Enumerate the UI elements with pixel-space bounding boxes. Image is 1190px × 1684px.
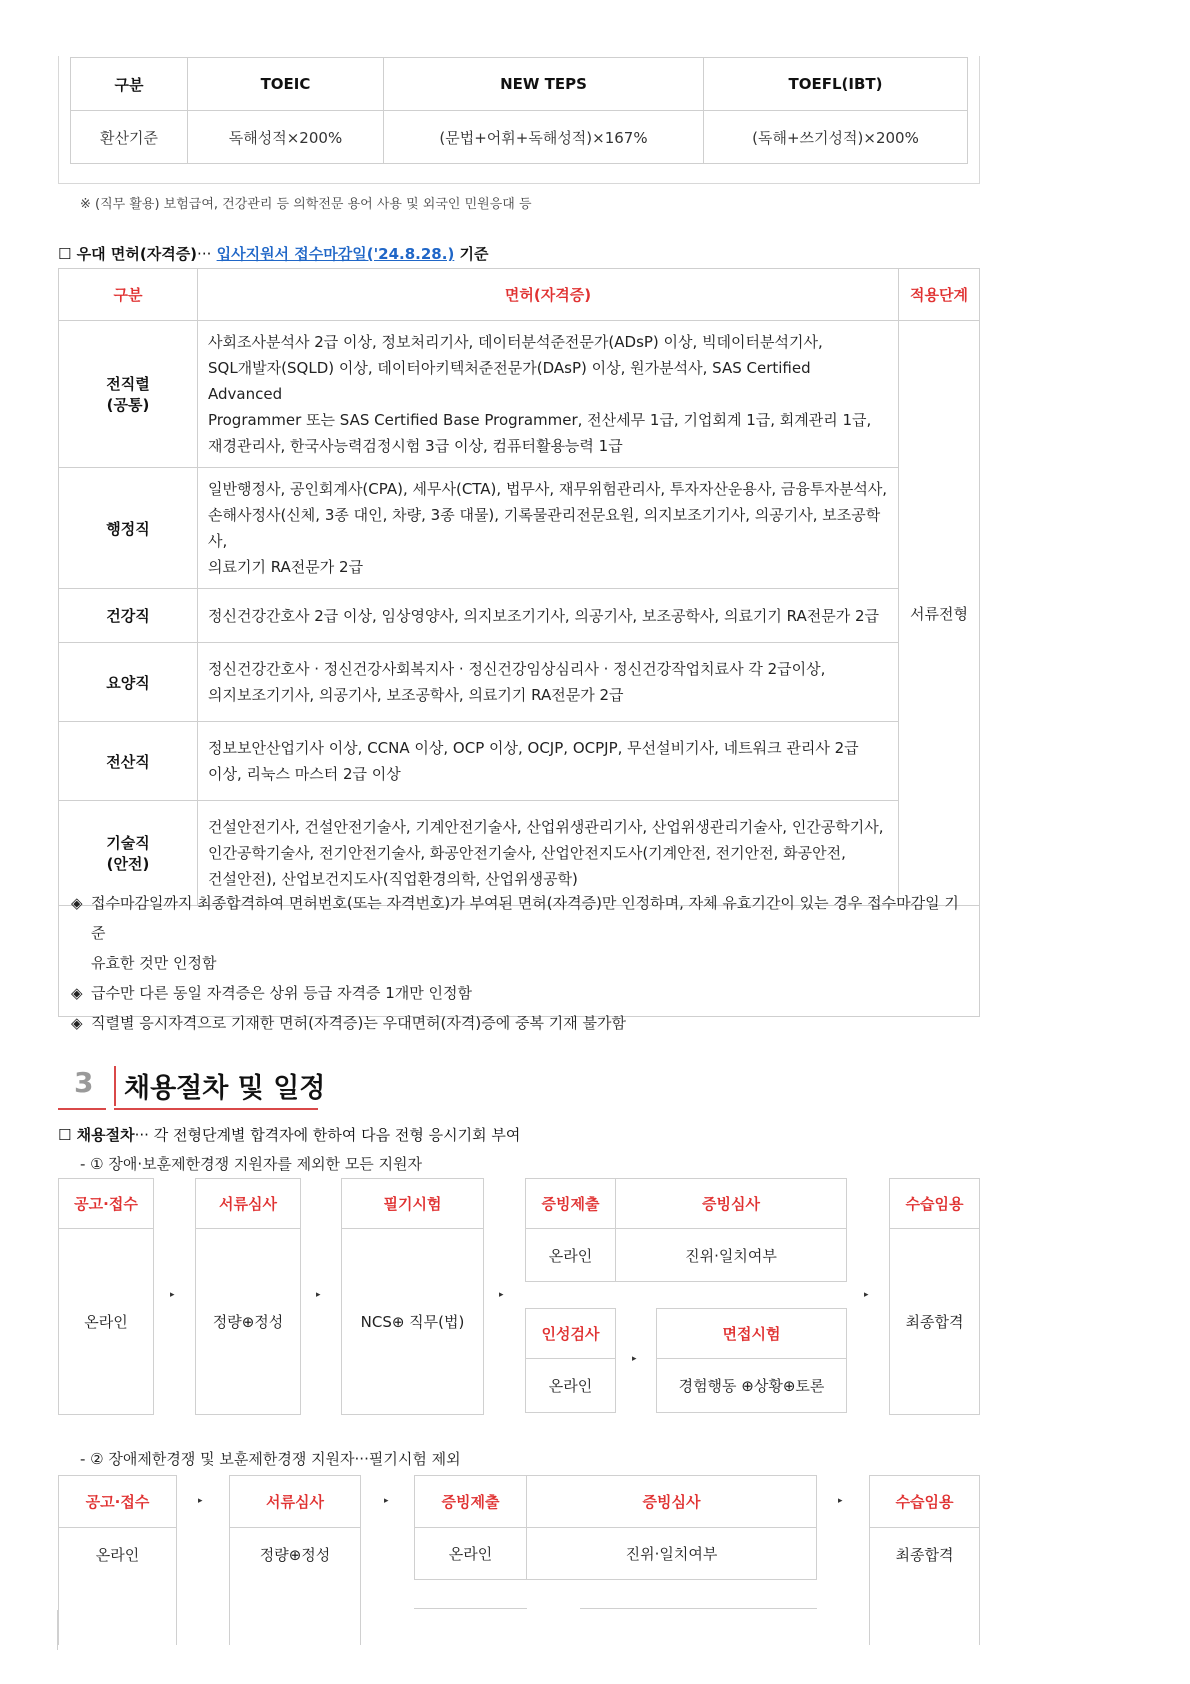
license-heading-dots: ··· [197, 245, 212, 263]
step-title: 증빙제출 [526, 1179, 615, 1229]
category-line: 행정직 [106, 519, 150, 538]
step-title: 증빙심사 [527, 1476, 816, 1528]
license-heading-suffix: 기준 [459, 245, 489, 263]
procedure-heading-text: ··· 각 전형단계별 합격자에 한하여 다음 전형 응시기회 부여 [134, 1126, 521, 1144]
flow-arrow-icon: ▸ [170, 1290, 175, 1300]
license-cell [198, 722, 899, 801]
license-line: 재경관리사, 한국사능력검정시험 3급 이상, 컴퓨터활용능력 1급 [208, 437, 623, 455]
step-detail: 진위·일치여부 [685, 1246, 777, 1265]
flow-arrow-icon: ▸ [384, 1496, 389, 1506]
table-cell: 독해성적×200% [188, 111, 384, 164]
license-line: 손해사정사(신체, 3종 대인, 차량, 3종 대물), 기록물관리전문요원, 의지보조기기사, 의공기사, 보조공학사, [208, 506, 881, 550]
flow-arrow-icon: ▸ [198, 1496, 203, 1506]
step-title: 공고·접수 [59, 1476, 176, 1528]
license-line: 이상, 리눅스 마스터 2급 이상 [208, 765, 401, 783]
score-conversion-table [70, 57, 968, 164]
table-row [71, 111, 968, 164]
step-title: 증빙제출 [415, 1476, 526, 1528]
flow2-hire-box [869, 1475, 980, 1645]
license-line: 건설안전), 산업보건지도사(직업환경의학, 산업위생공학) [208, 870, 578, 888]
procedure-heading-bold: ☐ 채용절차 [58, 1126, 135, 1144]
flow-arrow-icon: ▸ [499, 1290, 504, 1300]
category-line: 기술직 [106, 834, 150, 852]
deadline-link[interactable]: 입사지원서 접수마감일('24.8.28.) [216, 245, 455, 263]
section-title: 채용절차 및 일정 [124, 1073, 326, 1104]
license-line: 일반행정사, 공인회계사(CPA), 세무사(CTA), 법무사, 재무위험관리사, 투자자산운용사, 금융투자분석사, [208, 480, 888, 498]
step-title: 수습임용 [870, 1476, 979, 1528]
table-row [59, 643, 980, 722]
table-cell: (독해+쓰기성적)×200% [704, 111, 968, 164]
license-table [58, 268, 980, 906]
step-detail: 정량⊕정성 [212, 1313, 284, 1331]
step-detail: 경험행동 ⊕상황⊕토론 [678, 1377, 825, 1395]
step-detail: 최종합격 [905, 1313, 964, 1331]
step-title: 필기시험 [342, 1179, 483, 1229]
flow1-written-box [341, 1178, 484, 1415]
score-note: ※ (직무 활용) 보험급여, 건강관리 등 의학전문 용어 사용 및 외국인 민원응대 등 [80, 197, 532, 212]
table-row [59, 722, 980, 801]
section-underline [58, 1108, 106, 1110]
step-detail: 온라인 [95, 1545, 140, 1564]
table-header-cell: TOEIC [188, 58, 384, 111]
license-heading-prefix: ☐ 우대 면허(자격증) [58, 245, 198, 263]
table-cell: (문법+어휘+독해성적)×167% [384, 111, 704, 164]
step-detail: 최종합격 [895, 1545, 954, 1564]
diamond-bullet-icon: ◈ [71, 894, 83, 912]
table-row [59, 468, 980, 589]
page-left-rule [57, 1610, 58, 1650]
table-header-row [59, 269, 980, 321]
license-cell [198, 321, 899, 468]
table-cell: 환산기준 [71, 111, 188, 164]
table-header-row [71, 58, 968, 111]
flow-arrow-icon: ▸ [864, 1290, 869, 1300]
step-title: 수습임용 [890, 1179, 979, 1229]
category-line: 전산직 [106, 752, 150, 771]
table-row [59, 321, 980, 468]
step-detail: 진위·일치여부 [625, 1545, 718, 1563]
flow1-review-box [615, 1178, 847, 1282]
step-detail: 정량⊕정성 [259, 1545, 331, 1564]
note-line: 직렬별 응시자격으로 기재한 면허(자격증)는 우대면허(자격)증에 중복 기재 불가함 [91, 1014, 626, 1032]
category-cell [59, 321, 198, 468]
note-item [71, 1008, 967, 1038]
category-line: 건강직 [106, 607, 150, 625]
flow1-doc-box [195, 1178, 301, 1415]
flow1-hire-box [889, 1178, 980, 1415]
flow2-doc-box [229, 1475, 361, 1645]
flow1-subtitle: - ① 장애·보훈제한경쟁 지원자를 제외한 모든 지원자 [80, 1155, 423, 1173]
license-line: 인간공학기술사, 전기안전기술사, 화공안전기술사, 산업안전지도사(기계안전, 전기안전, 화공안전, [208, 844, 846, 862]
step-detail: 온라인 [448, 1545, 493, 1563]
license-line: 의지보조기기사, 의공기사, 보조공학사, 의료기기 RA전문가 2급 [208, 686, 624, 704]
note-line: 유효한 것만 인정함 [91, 954, 217, 972]
license-line: 정보보안산업기사 이상, CCNA 이상, OCP 이상, OCJP, OCPJP, 무선설비기사, 네트워크 관리사 2급 [208, 739, 859, 757]
table-header-cell: TOEFL(IBT) [704, 58, 968, 111]
flow1-personality-box [525, 1308, 616, 1413]
license-line: 의료기기 RA전문가 2급 [208, 558, 364, 576]
license-cell [198, 468, 899, 589]
flow1-submit-box [525, 1178, 616, 1282]
section-underline [114, 1108, 318, 1110]
diamond-bullet-icon: ◈ [71, 1014, 83, 1032]
license-line: 정신건강간호사 2급 이상, 임상영양사, 의지보조기기사, 의공기사, 보조공학사, 의료기기 RA전문가 2급 [208, 606, 880, 625]
step-detail: 온라인 [548, 1377, 593, 1395]
diamond-bullet-icon: ◈ [71, 984, 83, 1002]
step-title: 서류심사 [196, 1179, 300, 1229]
license-line: 사회조사분석사 2급 이상, 정보처리기사, 데이터분석준전문가(ADsP) 이상, 빅데이터분석기사, [208, 333, 823, 351]
section-title-divider [114, 1066, 116, 1106]
category-line: 전직렬 [106, 375, 150, 393]
step-detail: NCS⊕ 직무(법) [360, 1313, 465, 1331]
license-heading [58, 243, 489, 264]
category-cell [59, 468, 198, 589]
flow2-next-box-edge [580, 1608, 817, 1609]
flow2-submit-box [414, 1475, 527, 1580]
license-line: 건설안전기사, 건설안전기술사, 기계안전기술사, 산업위생관리기사, 산업위생관리기술사, 인간공학기사, [208, 818, 884, 836]
flow-arrow-icon: ▸ [632, 1354, 637, 1364]
license-line: Programmer 또는 SAS Certified Base Programmer, 전산세무 1급, 기업회계 1급, 회계관리 1급, [208, 411, 872, 429]
flow-arrow-icon: ▸ [838, 1496, 843, 1506]
category-cell [59, 722, 198, 801]
note-line: 급수만 다른 동일 자격증은 상위 등급 자격증 1개만 인정함 [91, 984, 472, 1002]
flow1-interview-box [656, 1308, 847, 1413]
step-detail: 온라인 [84, 1313, 128, 1331]
license-line: 정신건강간호사 · 정신건강사회복지사 · 정신건강임상심리사 · 정신건강작업치료사 각 2급이상, [208, 660, 826, 678]
section-number: 3 [74, 1066, 94, 1099]
procedure-heading [58, 1124, 520, 1145]
flow-arrow-icon: ▸ [316, 1290, 321, 1300]
category-line: (공통) [106, 396, 150, 414]
flow2-next-box-edge [414, 1608, 527, 1609]
table-header-cell: 구분 [59, 269, 198, 321]
flow1-notice-box [58, 1178, 154, 1415]
category-cell [59, 643, 198, 722]
category-line: 요양직 [106, 673, 150, 692]
table-header-cell: NEW TEPS [384, 58, 704, 111]
step-title: 인성검사 [526, 1309, 615, 1359]
flow2-notice-box [58, 1475, 177, 1645]
table-header-cell: 면허(자격증) [198, 269, 899, 321]
flow2-review-box [526, 1475, 817, 1580]
stage-cell: 서류전형 [899, 321, 980, 906]
step-title: 서류심사 [230, 1476, 360, 1528]
step-detail: 온라인 [548, 1246, 593, 1265]
flow2-subtitle: - ② 장애제한경쟁 및 보훈제한경쟁 지원자···필기시험 제외 [80, 1450, 461, 1468]
category-cell [59, 589, 198, 643]
note-line: 접수마감일까지 최종합격하여 면허번호(또는 자격번호)가 부여된 면허(자격증)만 인정하며, 자체 유효기간이 있는 경우 접수마감일 기준 [91, 894, 959, 942]
license-notes [58, 874, 980, 1032]
category-line: (안전) [106, 855, 150, 873]
step-title: 증빙심사 [616, 1179, 846, 1229]
license-line: SQL개발자(SQLD) 이상, 데이터아키텍처준전문가(DAsP) 이상, 원가분석사, SAS Certified Advanced [208, 359, 811, 403]
table-header-cell: 적용단계 [899, 269, 980, 321]
table-row [59, 589, 980, 643]
table-header-cell: 구분 [71, 58, 188, 111]
license-cell [198, 589, 899, 643]
note-item [71, 978, 967, 1008]
step-title: 면접시험 [657, 1309, 846, 1359]
note-item [71, 888, 967, 978]
license-cell [198, 643, 899, 722]
step-title: 공고·접수 [59, 1179, 153, 1229]
